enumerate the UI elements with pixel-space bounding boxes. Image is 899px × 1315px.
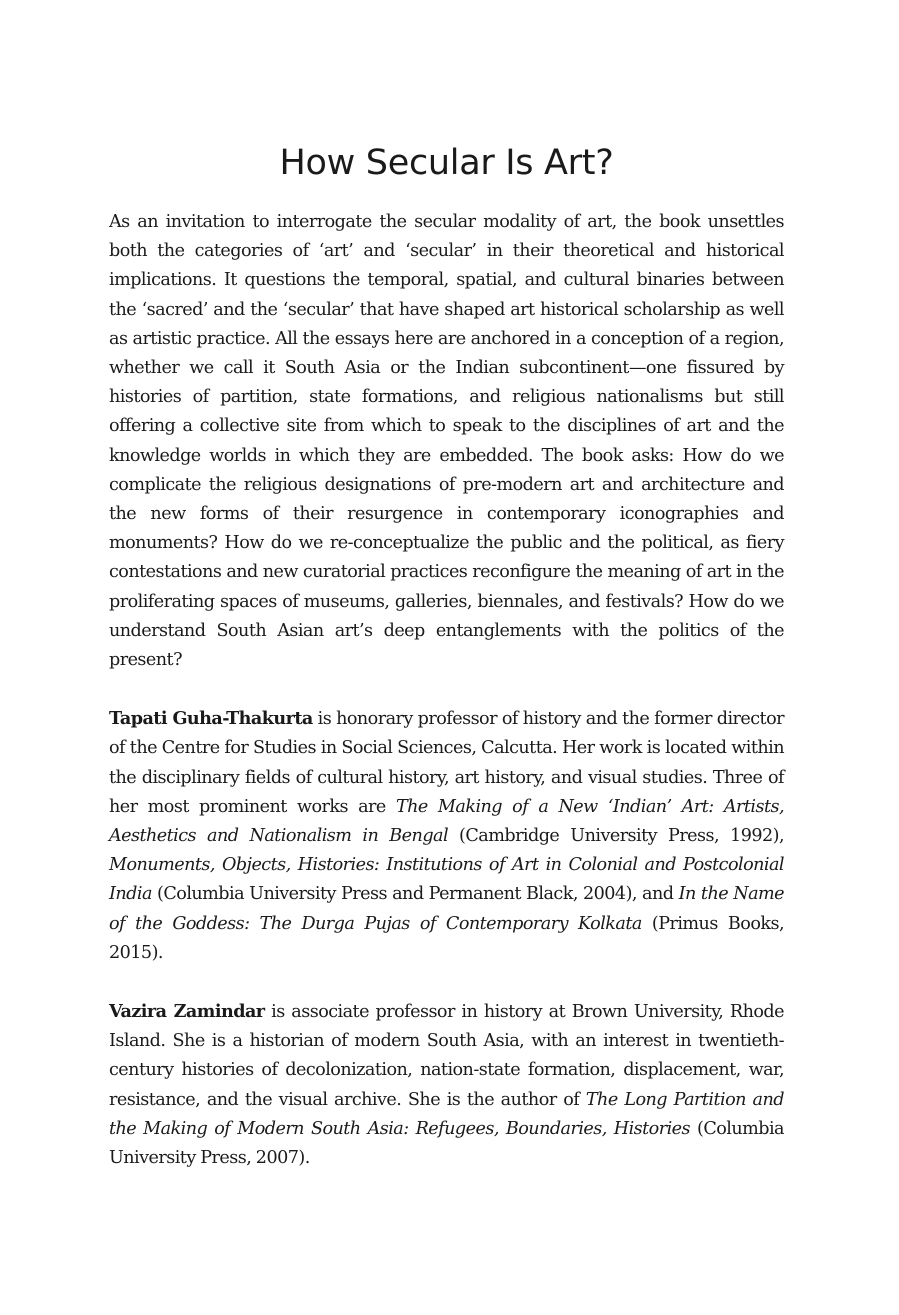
author-name: Tapati Guha-Thakurta — [109, 708, 313, 730]
book-title: How Secular Is Art? — [279, 143, 614, 183]
book-work-title: The Making of a New ‘Indian’ Art: Artists, Aesthetics and Nationalism in Bengal — [109, 796, 784, 847]
bio-text: (Columbia University Press and Permanent Black, 2004), and — [151, 884, 679, 905]
book-description: As an invitation to interrogate the secular modality of art, the book unsettles both the categories of ‘art’ and ‘secular’ in their theoretical and historical implications. It questions the temporal, spatial, and cultural binaries between the ‘sacred’ and the ‘secular’ that have shaped art historical scholarship as well as artistic practice. All the essays here are anchored in a conception of a region, whether we call it South Asia or the Indian subcontinent—one fissured by histories of partition, state formations, and religious nationalisms but still offering a collective site from which to speak to the disciplines of art and the knowledge worlds in which they are embedded. The book asks: How do we complicate the religious designations of pre-modern art and architecture and the new forms of their resurgence in contemporary iconographies and monuments? How do we re-conceptualize the public and the political, as fiery contestations and new curatorial practices reconfigure the meaning of art in the proliferating spaces of museums, galleries, biennales, and festivals? How do we understand South Asian art’s deep entanglements with the politics of the present? — [109, 212, 784, 671]
book-work-title: The Long Partition and the Making of Modern South Asia: Refugees, Boundaries, Histories — [109, 1089, 784, 1139]
bio-text: (Cambridge University Press, 1992), — [448, 826, 784, 847]
author-bio-zamindar — [109, 997, 784, 1173]
book-work-title: In the Name of the Goddess: The Durga Pujas of Contemporary Kolkata — [109, 884, 785, 934]
back-cover-page — [109, 138, 784, 1202]
bio-text: is associate professor in history at Brown University, Rhode Island. She is a historian of modern South Asia, with an interest in twentieth-century histories of decolonization, nation-state formation, displacement, war, resistance, and the visual archive. She is the author of — [109, 1002, 784, 1110]
author-bio-guha-thakurta — [109, 704, 784, 968]
book-work-title: Monuments, Objects, Histories: Institutions of Art in Colonial and Postcolonial India — [109, 855, 784, 905]
bio-text: is honorary professor of history and the former director of the Centre for Studies in Social Sciences, Calcutta. Her work is located within the disciplinary fields of cultural history, art history, and visual studies. Three of her most prominent works are — [109, 709, 784, 817]
author-name: Vazira Zamindar — [109, 1001, 265, 1023]
bio-text: (Columbia University Press, 2007). — [109, 1118, 784, 1169]
bio-text: (Primus Books, 2015). — [109, 913, 784, 963]
